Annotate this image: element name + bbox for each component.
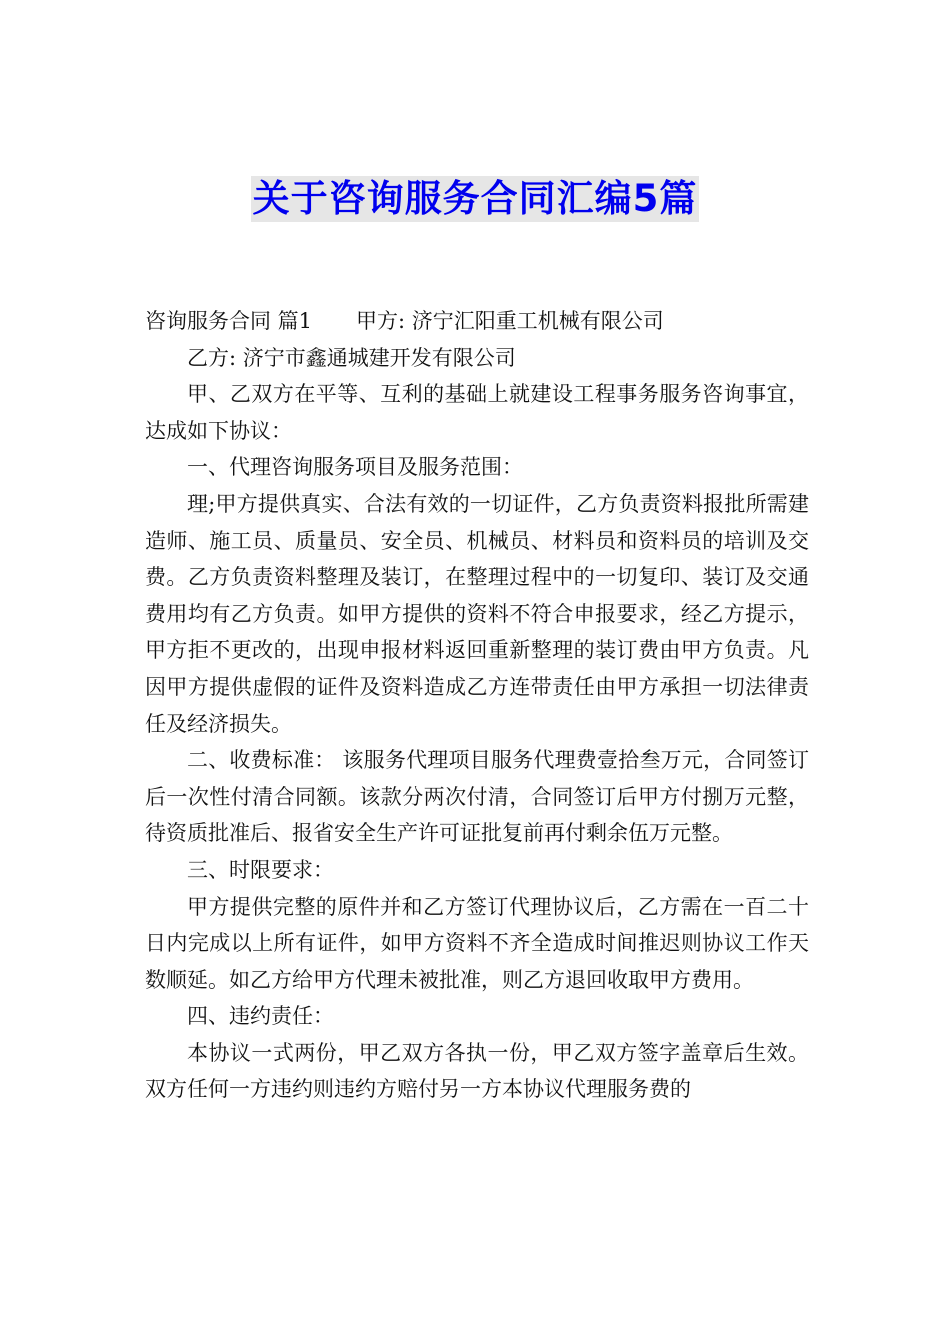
document-title: 关于咨询服务合同汇编5篇 bbox=[252, 177, 698, 220]
party-a: 甲方: 济宁汇阳重工机械有限公司 bbox=[356, 309, 664, 333]
paragraph-liability: 本协议一式两份，甲乙双方各执一份，甲乙双方签字盖章后生效。双方任何一方违约则违约方赔付另一方本协议代理服务费的 bbox=[145, 1040, 809, 1102]
clause-heading-scope: 一、代理咨询服务项目及服务范围： bbox=[187, 455, 523, 480]
party-b: 乙方: 济宁市鑫通城建开发有限公司 bbox=[187, 345, 516, 370]
paragraph-preamble: 甲、乙双方在平等、互利的基础上就建设工程事务服务咨询事宜，达成如下协议： bbox=[145, 382, 809, 443]
opening-line bbox=[145, 303, 809, 340]
section-heading: 咨询服务合同 篇1 bbox=[145, 309, 313, 333]
clause-heading-liability: 四、违约责任： bbox=[187, 1004, 334, 1029]
paragraph-fees: 二、收费标准： 该服务代理项目服务代理费壹拾叁万元，合同签订后一次性付清合同额。该款分两次付清，合同签订后甲方付捌万元整，待资质批准后、报省安全生产许可证批复前再付剩余伍万元整。 bbox=[145, 748, 809, 846]
title-container bbox=[0, 176, 950, 222]
paragraph-scope: 理;甲方提供真实、合法有效的一切证件，乙方负责资料报批所需建造师、施工员、质量员、安全员、机械员、材料员和资料员的培训及交费。乙方负责资料整理及装订，在整理过程中的一切复印、装订及交通费用均有乙方负责。如甲方提供的资料不符合申报要求，经乙方提示，甲方拒不更改的，出现申报材料返回重新整理的装订费由甲方负责。凡因甲方提供虚假的证件及资料造成乙方连带责任由甲方承担一切法律责任及经济损失。 bbox=[145, 491, 809, 736]
paragraph-timeline: 甲方提供完整的原件并和乙方签订代理协议后，乙方需在一百二十日内完成以上所有证件，如甲方资料不齐全造成时间推迟则协议工作天数顺延。如乙方给甲方代理未被批准，则乙方退回收取甲方费用。 bbox=[145, 894, 809, 992]
clause-heading-timeline: 三、时限要求： bbox=[187, 857, 334, 882]
document-body bbox=[145, 303, 809, 1108]
